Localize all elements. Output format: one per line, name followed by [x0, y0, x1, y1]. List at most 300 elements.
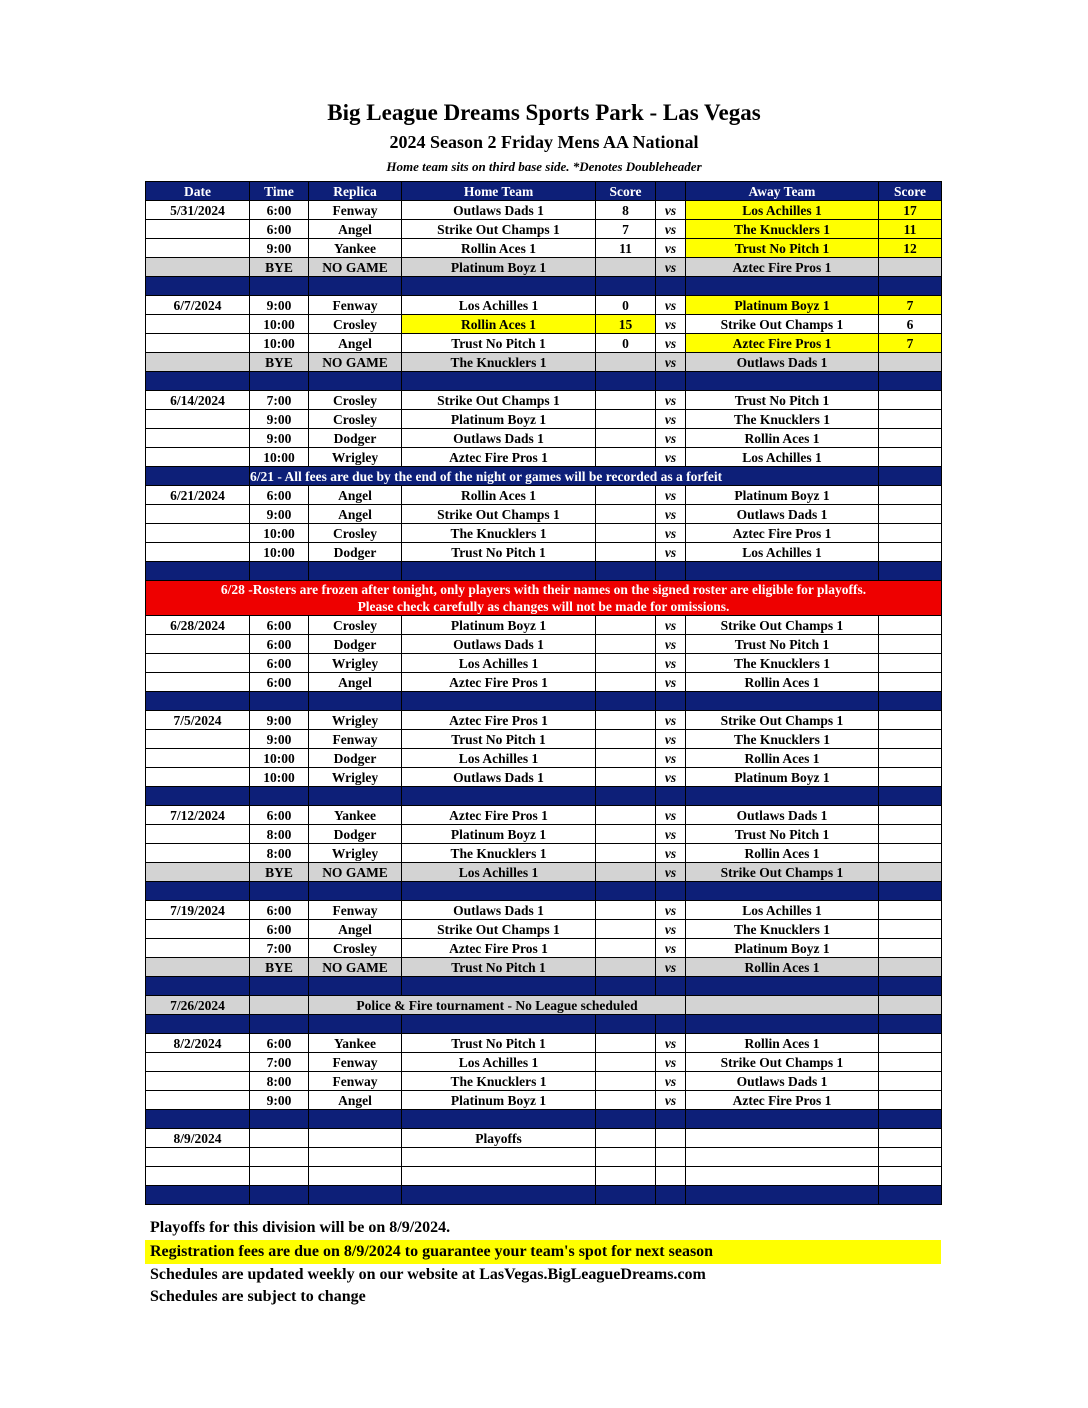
home-team-cell: Los Achilles 1 — [402, 863, 596, 882]
col-home-score: Score — [596, 182, 656, 201]
vs-cell: vs — [656, 429, 686, 448]
home-score-cell — [596, 448, 656, 467]
away-score-cell — [879, 863, 942, 882]
blank-cell — [656, 1167, 686, 1186]
away-team-cell: Trust No Pitch 1 — [686, 825, 879, 844]
field-cell: Fenway — [309, 901, 402, 920]
away-score-cell — [879, 806, 942, 825]
vs-cell: vs — [656, 334, 686, 353]
home-team-cell: Outlaws Dads 1 — [402, 635, 596, 654]
home-score-cell: 7 — [596, 220, 656, 239]
vs-cell: vs — [656, 524, 686, 543]
vs-cell: vs — [656, 958, 686, 977]
away-team-cell: Aztec Fire Pros 1 — [686, 524, 879, 543]
time-cell: 10:00 — [250, 334, 309, 353]
away-score-cell — [879, 616, 942, 635]
home-team-cell: Outlaws Dads 1 — [402, 768, 596, 787]
away-team-cell: Outlaws Dads 1 — [686, 353, 879, 372]
field-cell: Yankee — [309, 1034, 402, 1053]
away-team-cell — [686, 996, 879, 1015]
separator-cell — [309, 372, 402, 391]
time-cell: 6:00 — [250, 806, 309, 825]
blank-cell — [402, 1148, 596, 1167]
time-cell: 10:00 — [250, 448, 309, 467]
home-score-cell — [596, 844, 656, 863]
home-team-cell: Strike Out Champs 1 — [402, 220, 596, 239]
home-team-cell: Aztec Fire Pros 1 — [402, 448, 596, 467]
game-row — [146, 201, 942, 220]
date-cell — [146, 863, 250, 882]
away-team-cell: Rollin Aces 1 — [686, 844, 879, 863]
vs-cell: vs — [656, 258, 686, 277]
separator-cell — [250, 787, 309, 806]
home-score-cell — [596, 1072, 656, 1091]
footer-website-note: Schedules are updated weekly on our website at LasVegas.BigLeagueDreams.com — [150, 1266, 706, 1283]
home-team-cell: Los Achilles 1 — [402, 749, 596, 768]
vs-cell: vs — [656, 448, 686, 467]
separator-cell — [596, 1110, 656, 1129]
separator-cell — [656, 787, 686, 806]
separator-cell — [250, 692, 309, 711]
separator-row — [146, 1110, 942, 1129]
home-team-cell: Strike Out Champs 1 — [402, 920, 596, 939]
time-cell: 9:00 — [250, 239, 309, 258]
home-team-cell: Strike Out Champs 1 — [402, 505, 596, 524]
separator-cell — [402, 1110, 596, 1129]
blank-cell — [250, 1167, 309, 1186]
time-cell: 6:00 — [250, 673, 309, 692]
separator-cell — [879, 562, 942, 581]
away-score-cell: 17 — [879, 201, 942, 220]
separator-cell — [402, 977, 596, 996]
field-cell: NO GAME — [309, 353, 402, 372]
separator-cell — [309, 692, 402, 711]
separator-cell — [596, 977, 656, 996]
home-score-cell — [596, 543, 656, 562]
separator-cell — [250, 1186, 309, 1205]
field-cell: Angel — [309, 334, 402, 353]
time-cell: 8:00 — [250, 825, 309, 844]
separator-cell — [402, 277, 596, 296]
away-team-cell: Rollin Aces 1 — [686, 749, 879, 768]
vs-cell: vs — [656, 220, 686, 239]
away-team-cell: Outlaws Dads 1 — [686, 806, 879, 825]
field-cell: Yankee — [309, 239, 402, 258]
date-cell — [146, 524, 250, 543]
separator-row — [146, 1186, 942, 1205]
bye-row — [146, 353, 942, 372]
home-score-cell — [596, 711, 656, 730]
date-cell: 8/2/2024 — [146, 1034, 250, 1053]
date-cell: 7/12/2024 — [146, 806, 250, 825]
separator-cell — [686, 1186, 879, 1205]
time-cell: 10:00 — [250, 543, 309, 562]
vs-cell: vs — [656, 1072, 686, 1091]
separator-cell — [146, 372, 250, 391]
away-team-cell: Strike Out Champs 1 — [686, 315, 879, 334]
separator-cell — [879, 372, 942, 391]
separator-cell — [250, 277, 309, 296]
time-cell: 7:00 — [250, 1053, 309, 1072]
home-score-cell: 0 — [596, 296, 656, 315]
away-score-cell — [879, 486, 942, 505]
time-cell: 8:00 — [250, 1072, 309, 1091]
home-team-cell: Los Achilles 1 — [402, 296, 596, 315]
game-row — [146, 920, 942, 939]
col-date: Date — [146, 182, 250, 201]
header-row — [146, 182, 942, 201]
separator-cell — [596, 787, 656, 806]
field-cell: Dodger — [309, 635, 402, 654]
away-team-cell: Platinum Boyz 1 — [686, 939, 879, 958]
separator-row — [146, 692, 942, 711]
roster-alert-row — [146, 581, 942, 616]
game-row — [146, 844, 942, 863]
home-team-cell: Platinum Boyz 1 — [402, 1091, 596, 1110]
separator-cell — [146, 977, 250, 996]
time-cell: 10:00 — [250, 768, 309, 787]
away-score-cell: 12 — [879, 239, 942, 258]
home-team-cell: Los Achilles 1 — [402, 654, 596, 673]
home-score-cell — [596, 635, 656, 654]
date-cell — [146, 749, 250, 768]
separator-cell — [146, 1186, 250, 1205]
time-cell: 10:00 — [250, 749, 309, 768]
field-cell: Fenway — [309, 201, 402, 220]
separator-cell — [309, 277, 402, 296]
game-row — [146, 524, 942, 543]
time-cell: 6:00 — [250, 1034, 309, 1053]
separator-cell — [656, 1015, 686, 1034]
date-cell — [146, 448, 250, 467]
time-cell: 9:00 — [250, 429, 309, 448]
separator-cell — [656, 882, 686, 901]
vs-cell: vs — [656, 315, 686, 334]
field-cell: Angel — [309, 1091, 402, 1110]
home-score-cell — [596, 730, 656, 749]
away-team-cell: Los Achilles 1 — [686, 201, 879, 220]
away-score-cell: 6 — [879, 315, 942, 334]
field-cell: Yankee — [309, 806, 402, 825]
home-team-cell: The Knucklers 1 — [402, 524, 596, 543]
date-cell — [146, 220, 250, 239]
separator-cell — [402, 787, 596, 806]
away-score-cell — [879, 429, 942, 448]
home-score-cell — [596, 1129, 656, 1148]
separator-cell — [879, 1186, 942, 1205]
separator-cell — [146, 882, 250, 901]
vs-cell: vs — [656, 353, 686, 372]
field-cell: Crosley — [309, 410, 402, 429]
blank-cell — [146, 1167, 250, 1186]
game-row — [146, 391, 942, 410]
game-row — [146, 654, 942, 673]
separator-row — [146, 562, 942, 581]
field-cell: Crosley — [309, 939, 402, 958]
time-cell: 6:00 — [250, 901, 309, 920]
tournament-row — [146, 996, 942, 1015]
separator-cell — [656, 692, 686, 711]
vs-cell: vs — [656, 654, 686, 673]
separator-cell — [250, 977, 309, 996]
away-score-cell — [879, 524, 942, 543]
separator-cell — [879, 882, 942, 901]
away-score-cell — [879, 258, 942, 277]
away-team-cell: Trust No Pitch 1 — [686, 391, 879, 410]
home-score-cell — [596, 505, 656, 524]
field-cell: Dodger — [309, 543, 402, 562]
game-row — [146, 635, 942, 654]
date-cell: 6/28/2024 — [146, 616, 250, 635]
away-score-cell — [879, 673, 942, 692]
date-cell — [146, 730, 250, 749]
separator-cell — [656, 562, 686, 581]
separator-cell — [146, 1110, 250, 1129]
blank-cell — [879, 1167, 942, 1186]
home-score-cell — [596, 958, 656, 977]
vs-cell: vs — [656, 1034, 686, 1053]
home-score-cell — [596, 258, 656, 277]
separator-row — [146, 977, 942, 996]
home-score-cell — [596, 1034, 656, 1053]
field-cell: Wrigley — [309, 768, 402, 787]
away-team-cell: Aztec Fire Pros 1 — [686, 334, 879, 353]
date-cell — [146, 410, 250, 429]
away-team-cell: Rollin Aces 1 — [686, 1034, 879, 1053]
separator-cell — [596, 372, 656, 391]
home-team-cell: Outlaws Dads 1 — [402, 429, 596, 448]
vs-cell: vs — [656, 616, 686, 635]
game-row — [146, 673, 942, 692]
blank-cell — [309, 1148, 402, 1167]
field-cell: Crosley — [309, 391, 402, 410]
home-team-cell: Platinum Boyz 1 — [402, 258, 596, 277]
vs-cell: vs — [656, 806, 686, 825]
home-score-cell — [596, 429, 656, 448]
away-team-cell: Strike Out Champs 1 — [686, 711, 879, 730]
vs-cell — [656, 1129, 686, 1148]
home-team-cell: Rollin Aces 1 — [402, 486, 596, 505]
roster-alert-line: 6/28 -Rosters are frozen after tonight, only players with their names on the signed roster are eligible for playoffs. — [220, 582, 867, 597]
field-cell: Fenway — [309, 296, 402, 315]
time-cell: 6:00 — [250, 201, 309, 220]
separator-row — [146, 277, 942, 296]
game-row — [146, 315, 942, 334]
vs-cell: vs — [656, 505, 686, 524]
date-cell: 6/7/2024 — [146, 296, 250, 315]
home-score-cell — [596, 673, 656, 692]
separator-cell — [309, 1110, 402, 1129]
date-cell — [146, 825, 250, 844]
separator-cell — [402, 1186, 596, 1205]
page-title: Big League Dreams Sports Park - Las Vegas — [327, 100, 761, 125]
home-team-cell: Platinum Boyz 1 — [402, 410, 596, 429]
away-score-cell — [879, 448, 942, 467]
date-cell — [146, 654, 250, 673]
away-score-cell — [879, 901, 942, 920]
separator-cell — [656, 1110, 686, 1129]
blank-cell — [146, 1148, 250, 1167]
separator-cell — [250, 1015, 309, 1034]
game-row — [146, 505, 942, 524]
separator-cell — [686, 277, 879, 296]
home-team-cell: Aztec Fire Pros 1 — [402, 673, 596, 692]
away-score-cell — [879, 410, 942, 429]
game-row — [146, 1034, 942, 1053]
separator-cell — [402, 1015, 596, 1034]
game-row — [146, 1091, 942, 1110]
date-cell: 8/9/2024 — [146, 1129, 250, 1148]
game-row — [146, 616, 942, 635]
separator-cell — [656, 1186, 686, 1205]
home-score-cell: 15 — [596, 315, 656, 334]
separator-cell — [596, 1015, 656, 1034]
time-cell: 8:00 — [250, 844, 309, 863]
blank-row — [146, 1148, 942, 1167]
game-row — [146, 939, 942, 958]
vs-cell: vs — [656, 730, 686, 749]
vs-cell: vs — [656, 1053, 686, 1072]
field-cell: NO GAME — [309, 863, 402, 882]
home-team-cell: The Knucklers 1 — [402, 353, 596, 372]
away-score-cell: 7 — [879, 334, 942, 353]
field-cell: Wrigley — [309, 711, 402, 730]
page-note: Home team sits on third base side. *Denotes Doubleheader — [386, 159, 702, 174]
home-score-cell — [596, 391, 656, 410]
field-cell: Angel — [309, 505, 402, 524]
page-subtitle: 2024 Season 2 Friday Mens AA National — [389, 132, 699, 152]
separator-cell — [596, 562, 656, 581]
home-score-cell: 8 — [596, 201, 656, 220]
separator-cell — [656, 977, 686, 996]
vs-cell: vs — [656, 635, 686, 654]
separator-row — [146, 787, 942, 806]
home-score-cell — [596, 863, 656, 882]
away-team-cell: Los Achilles 1 — [686, 448, 879, 467]
home-team-cell: Trust No Pitch 1 — [402, 958, 596, 977]
away-score-cell: 11 — [879, 220, 942, 239]
home-score-cell — [596, 616, 656, 635]
separator-cell — [686, 1015, 879, 1034]
date-cell — [146, 258, 250, 277]
home-score-cell — [596, 920, 656, 939]
away-team-cell: Rollin Aces 1 — [686, 429, 879, 448]
home-team-cell: Los Achilles 1 — [402, 1053, 596, 1072]
separator-cell — [656, 277, 686, 296]
vs-cell: vs — [656, 673, 686, 692]
separator-cell — [596, 882, 656, 901]
game-row — [146, 429, 942, 448]
field-cell: Wrigley — [309, 654, 402, 673]
home-score-cell — [596, 486, 656, 505]
time-cell — [250, 1129, 309, 1148]
separator-row — [146, 372, 942, 391]
vs-cell: vs — [656, 920, 686, 939]
home-score-cell — [596, 524, 656, 543]
vs-cell: vs — [656, 486, 686, 505]
away-score-cell — [879, 543, 942, 562]
away-team-cell: Los Achilles 1 — [686, 901, 879, 920]
time-cell: 6:00 — [250, 616, 309, 635]
game-row — [146, 296, 942, 315]
date-cell — [146, 239, 250, 258]
separator-cell — [146, 787, 250, 806]
separator-cell — [402, 562, 596, 581]
away-team-cell: Rollin Aces 1 — [686, 958, 879, 977]
away-team-cell: Aztec Fire Pros 1 — [686, 1091, 879, 1110]
away-team-cell: The Knucklers 1 — [686, 730, 879, 749]
date-cell: 6/14/2024 — [146, 391, 250, 410]
home-team-cell: The Knucklers 1 — [402, 1072, 596, 1091]
game-row — [146, 1053, 942, 1072]
field-cell: Angel — [309, 486, 402, 505]
game-row — [146, 239, 942, 258]
time-cell: 6:00 — [250, 486, 309, 505]
separator-cell — [596, 277, 656, 296]
time-cell: 9:00 — [250, 296, 309, 315]
vs-cell: vs — [656, 410, 686, 429]
separator-cell — [879, 787, 942, 806]
date-cell: 5/31/2024 — [146, 201, 250, 220]
vs-cell: vs — [656, 1091, 686, 1110]
time-cell: 9:00 — [250, 505, 309, 524]
time-cell: 9:00 — [250, 1091, 309, 1110]
vs-cell: vs — [656, 844, 686, 863]
time-cell: 9:00 — [250, 410, 309, 429]
separator-cell — [250, 562, 309, 581]
away-score-cell — [879, 505, 942, 524]
separator-cell — [656, 372, 686, 391]
separator-cell — [146, 1015, 250, 1034]
home-score-cell: 0 — [596, 334, 656, 353]
roster-alert-cell — [146, 581, 942, 616]
col-replica: Replica — [309, 182, 402, 201]
fee-notice-row — [146, 467, 942, 486]
away-team-cell: Aztec Fire Pros 1 — [686, 258, 879, 277]
away-score-cell — [879, 1129, 942, 1148]
away-score-cell — [879, 654, 942, 673]
blank-cell — [879, 1148, 942, 1167]
date-cell — [146, 673, 250, 692]
field-cell: Wrigley — [309, 448, 402, 467]
separator-cell — [309, 1186, 402, 1205]
home-score-cell — [596, 768, 656, 787]
separator-cell — [686, 1110, 879, 1129]
vs-cell: vs — [656, 768, 686, 787]
home-score-cell — [596, 410, 656, 429]
footer-registration-note: Registration fees are due on 8/9/2024 to guarantee your team's spot for next season — [145, 1240, 941, 1264]
blank-cell — [656, 1148, 686, 1167]
roster-alert-line: Please check carefully as changes will not be made for omissions. — [357, 599, 730, 614]
vs-cell: vs — [656, 749, 686, 768]
vs-cell: vs — [656, 711, 686, 730]
bye-row — [146, 958, 942, 977]
away-team-cell: Trust No Pitch 1 — [686, 239, 879, 258]
col-away-score: Score — [879, 182, 942, 201]
away-score-cell — [879, 1072, 942, 1091]
away-team-cell: Rollin Aces 1 — [686, 673, 879, 692]
away-team-cell: The Knucklers 1 — [686, 920, 879, 939]
home-team-cell: Aztec Fire Pros 1 — [402, 939, 596, 958]
away-team-cell: The Knucklers 1 — [686, 410, 879, 429]
separator-cell — [596, 692, 656, 711]
col-away-team: Away Team — [686, 182, 879, 201]
game-row — [146, 768, 942, 787]
date-cell — [146, 543, 250, 562]
time-cell: 10:00 — [250, 315, 309, 334]
home-team-cell: Trust No Pitch 1 — [402, 1034, 596, 1053]
date-cell — [146, 429, 250, 448]
